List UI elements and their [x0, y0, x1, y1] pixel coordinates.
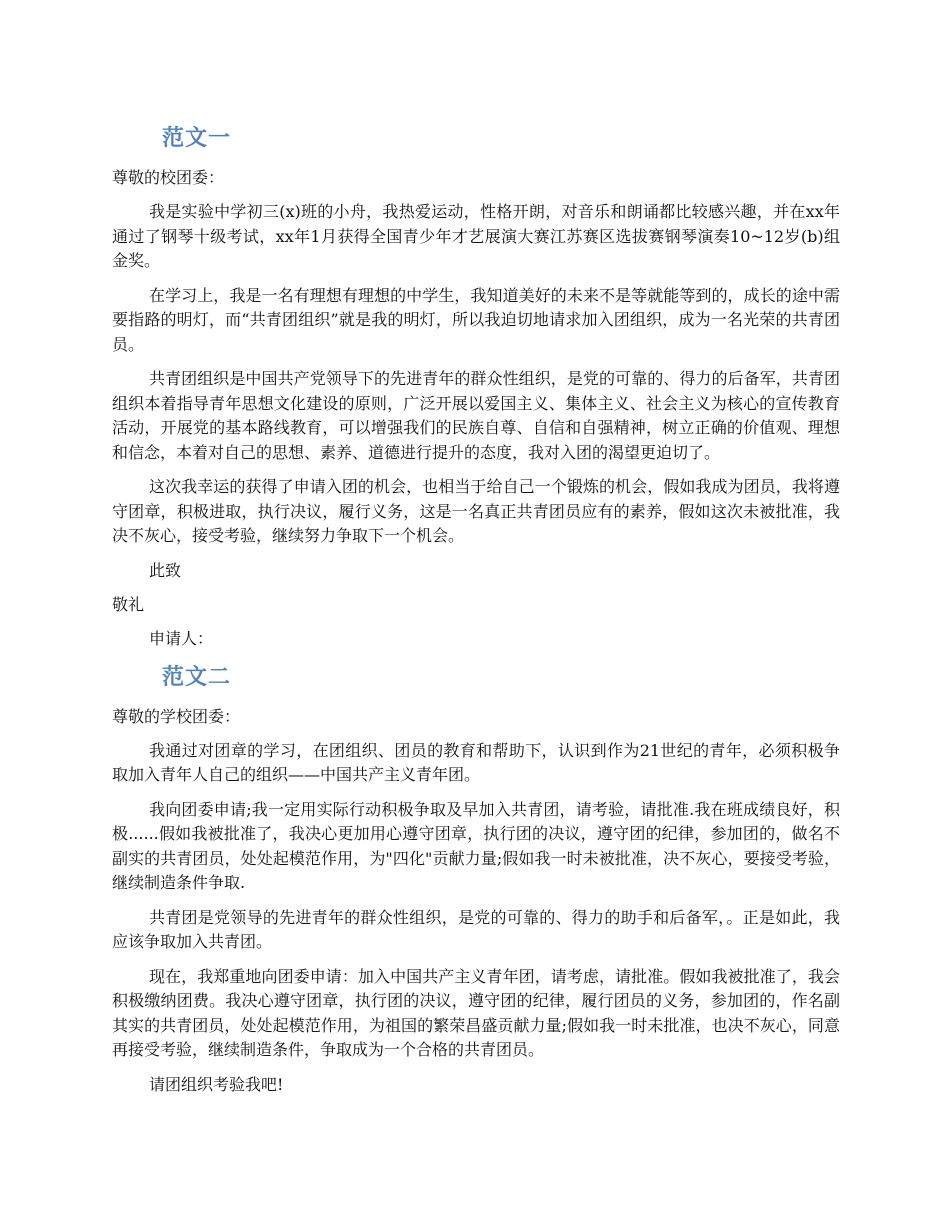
document-page — [112, 122, 840, 1107]
paragraph: 我向团委申请;我一定用实际行动积极争取及早加入共青团，请考验，请批准.我在班成绩良好，积极......假如我被批准了，我决心更加用心遵守团章，执行团的决议，遵守团的纪律，参加团的，做名不副实的共青团员，处处起模范作用，为"四化"贡献力量;假如我一时未被批准，决不灰心，要接受考验，继续制造条件争取. — [112, 799, 840, 892]
closing-regards: 此致 — [149, 560, 182, 580]
paragraph: 共青团是党领导的先进青年的群众性组织，是党的可靠的、得力的助手和后备军，。正是如此，我应该争取加入共青团。 — [112, 907, 840, 951]
paragraph: 在学习上，我是一名有理想有理想的中学生，我知道美好的未来不是等就能等到的，成长的途中需要指路的明灯，而“共青团组织”就是我的明灯，所以我迫切地请求加入团组织，成为一名光荣的共青团员。 — [112, 285, 840, 354]
paragraph: 请团组织考验我吧! — [149, 1074, 284, 1094]
paragraph: 共青团组织是中国共产党领导下的先进青年的群众性组织，是党的可靠的、得力的后备军，共青团组织本着指导青年思想文化建设的原则，广泛开展以爱国主义、集体主义、社会主义为核心的宣传教育活动，开展党的基本路线教育，可以增强我们的民族自尊、自信和自强精神，树立正确的价值观、理想和信念，本着对自己的思想、素养、道德进行提升的态度，我对入团的渴望更迫切了。 — [112, 369, 840, 462]
salutation-2: 尊敬的学校团委： — [112, 706, 241, 726]
paragraph: 我通过对团章的学习，在团组织、团员的教育和帮助下，认识到作为21世纪的青年，必须积极争取加入青年人自己的组织——中国共产主义青年团。 — [112, 740, 840, 784]
paragraph: 这次我幸运的获得了申请入团的机会，也相当于给自己一个锻炼的机会，假如我成为团员，我将遵守团章，积极进取，执行决议，履行义务，这是一名真正共青团员应有的素养，假如这次未被批准，我决不灰心，接受考验，继续努力争取下一个机会。 — [112, 477, 840, 545]
closing-salute: 敬礼 — [112, 594, 145, 614]
section-heading-1: 范文一 — [162, 126, 232, 151]
section-heading-2: 范文二 — [162, 664, 232, 690]
section-2 — [112, 661, 840, 1098]
paragraph: 我是实验中学初三(x)班的小舟，我热爱运动，性格开朗，对音乐和朗诵都比较感兴趣，并在xx年通过了钢琴十级考试，xx年1月获得全国青少年才艺展演大赛江苏赛区选拔赛钢琴演奏10~12岁(b)组金奖。 — [112, 202, 840, 270]
salutation-1: 尊敬的校团委： — [112, 168, 225, 187]
paragraph: 现在，我郑重地向团委申请：加入中国共产主义青年团，请考虑，请批准。假如我被批准了，我会积极缴纳团费。我决心遵守团章，执行团的决议，遵守团的纪律，履行团员的义务，参加团的，作名副其实的共青团员，处处起模范作用，为祖国的繁荣昌盛贡献力量;假如我一时未批准，也决不灰心，同意再接受考验，继续制造条件，争取成为一个合格的共青团员。 — [112, 966, 840, 1059]
applicant-signature: 申请人： — [149, 628, 214, 648]
